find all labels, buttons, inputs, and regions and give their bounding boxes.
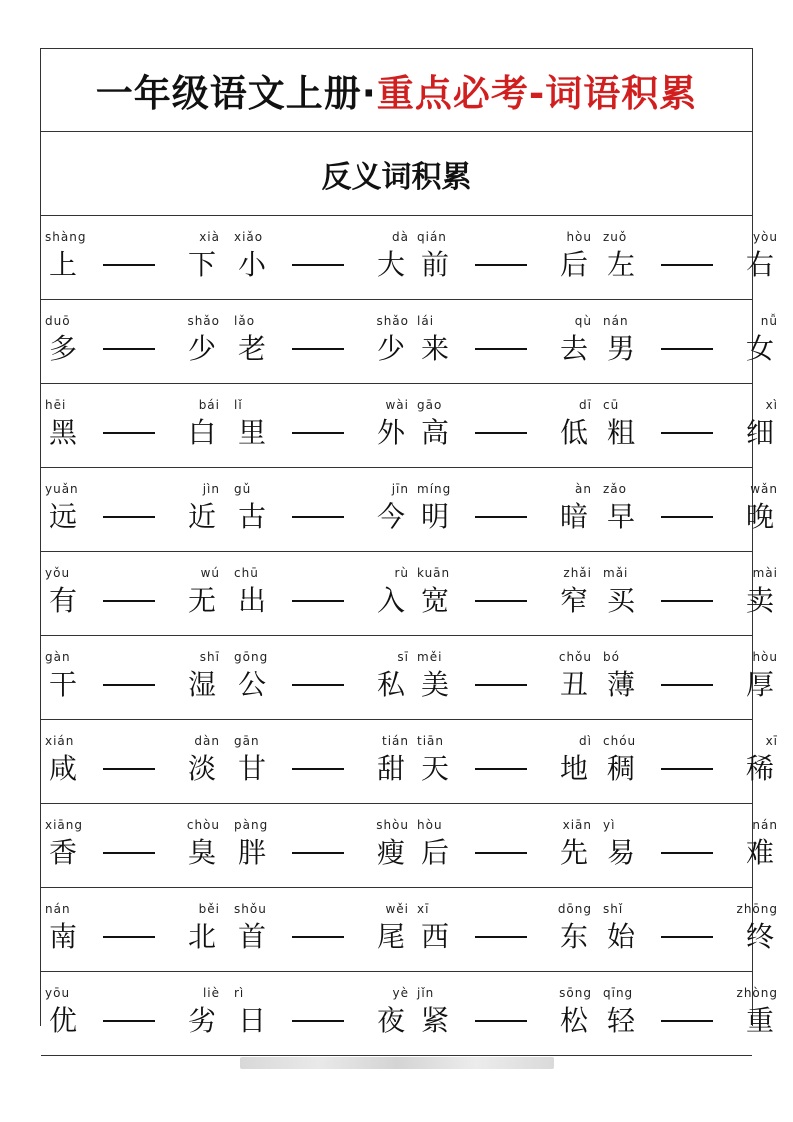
- word-row: [41, 300, 778, 384]
- dash-separator: [292, 936, 344, 938]
- antonym-pair: [234, 384, 409, 468]
- antonym-pair: [45, 384, 220, 468]
- pinyin-right: sōng: [559, 986, 592, 1000]
- antonym-pair: [45, 300, 220, 384]
- antonym-pair: [417, 384, 592, 468]
- character-left: 日: [238, 1004, 267, 1037]
- dash-separator: [292, 1020, 344, 1022]
- character-right: 湿: [187, 668, 216, 701]
- pinyin-left: lǎo: [234, 314, 256, 328]
- dash-separator: [661, 348, 713, 350]
- dash-separator: [103, 1020, 155, 1022]
- character-right: 白: [187, 416, 216, 449]
- character-left: 远: [49, 500, 78, 533]
- antonym-pair: [417, 972, 592, 1056]
- antonym-pair: [234, 972, 409, 1056]
- pinyin-right: zhòng: [736, 986, 778, 1000]
- pinyin-left: pàng: [234, 818, 269, 832]
- character-right: 无: [187, 584, 216, 617]
- pinyin-right: wú: [200, 566, 220, 580]
- character-left: 高: [421, 416, 450, 449]
- pinyin-left: yōu: [45, 986, 71, 1000]
- antonym-pair: [417, 888, 592, 972]
- pinyin-left: bó: [603, 650, 620, 664]
- character-left: 左: [607, 248, 636, 281]
- character-left: 胖: [238, 836, 267, 869]
- character-right: 先: [559, 836, 588, 869]
- dash-separator: [475, 852, 527, 854]
- dash-separator: [292, 516, 344, 518]
- antonym-pair: [417, 216, 592, 300]
- character-left: 美: [421, 668, 450, 701]
- antonym-pair: [45, 972, 220, 1056]
- character-right: 东: [559, 920, 588, 953]
- pinyin-right: hòu: [566, 230, 592, 244]
- character-right: 淡: [187, 752, 216, 785]
- pinyin-right: yè: [392, 986, 409, 1000]
- pinyin-left: xiǎo: [234, 230, 264, 244]
- dash-separator: [475, 432, 527, 434]
- dash-separator: [661, 432, 713, 434]
- character-right: 去: [559, 332, 588, 365]
- character-left: 天: [421, 752, 450, 785]
- character-left: 始: [607, 920, 636, 953]
- character-left: 优: [49, 1004, 78, 1037]
- dash-separator: [475, 516, 527, 518]
- word-row: [41, 804, 778, 888]
- dash-separator: [103, 684, 155, 686]
- character-left: 老: [238, 332, 267, 365]
- character-right: 晚: [745, 500, 774, 533]
- antonym-pair: [603, 636, 778, 720]
- character-left: 男: [607, 332, 636, 365]
- character-right: 今: [376, 500, 405, 533]
- character-right: 厚: [745, 668, 774, 701]
- pinyin-left: měi: [417, 650, 443, 664]
- pinyin-left: shǐ: [603, 902, 624, 916]
- dash-separator: [292, 852, 344, 854]
- character-left: 西: [421, 920, 450, 953]
- dash-separator: [475, 936, 527, 938]
- dash-separator: [475, 1020, 527, 1022]
- antonym-pair: [603, 300, 778, 384]
- character-right: 细: [745, 416, 774, 449]
- pinyin-left: xiāng: [45, 818, 84, 832]
- character-right: 私: [376, 668, 405, 701]
- character-right: 低: [559, 416, 588, 449]
- word-row: [41, 468, 778, 552]
- character-right: 丑: [559, 668, 588, 701]
- dash-separator: [103, 768, 155, 770]
- antonym-pair: [234, 216, 409, 300]
- character-left: 出: [238, 584, 267, 617]
- pinyin-right: dōng: [557, 902, 592, 916]
- antonym-pair: [417, 552, 592, 636]
- word-row: [41, 888, 778, 972]
- word-row: [41, 972, 778, 1056]
- dash-separator: [661, 264, 713, 266]
- pinyin-left: zǎo: [603, 482, 627, 496]
- pinyin-right: chǒu: [558, 650, 592, 664]
- dash-separator: [103, 852, 155, 854]
- dash-separator: [661, 852, 713, 854]
- pinyin-left: gōng: [234, 650, 269, 664]
- character-left: 上: [49, 248, 78, 281]
- antonym-pair: [603, 552, 778, 636]
- pinyin-right: jīn: [391, 482, 409, 496]
- character-right: 下: [187, 248, 216, 281]
- dash-separator: [292, 264, 344, 266]
- pinyin-right: běi: [198, 902, 220, 916]
- pinyin-left: shàng: [45, 230, 87, 244]
- pinyin-left: xián: [45, 734, 75, 748]
- character-left: 香: [49, 836, 78, 869]
- character-left: 古: [238, 500, 267, 533]
- word-row: [41, 384, 778, 468]
- character-right: 后: [559, 248, 588, 281]
- character-left: 前: [421, 248, 450, 281]
- pinyin-left: kuān: [417, 566, 451, 580]
- pinyin-left: hòu: [417, 818, 443, 832]
- dash-separator: [103, 936, 155, 938]
- pinyin-right: dì: [579, 734, 592, 748]
- pinyin-right: wài: [385, 398, 409, 412]
- character-right: 尾: [376, 920, 405, 953]
- dash-separator: [103, 432, 155, 434]
- pinyin-left: chóu: [603, 734, 637, 748]
- dash-separator: [475, 264, 527, 266]
- pinyin-left: shǒu: [234, 902, 267, 916]
- pinyin-right: zhōng: [736, 902, 778, 916]
- dash-separator: [475, 768, 527, 770]
- character-left: 明: [421, 500, 450, 533]
- section-subtitle: 反义词积累: [41, 132, 752, 216]
- dash-separator: [475, 348, 527, 350]
- pinyin-right: tián: [382, 734, 409, 748]
- pinyin-left: xī: [417, 902, 430, 916]
- character-right: 暗: [559, 500, 588, 533]
- antonym-pair: [417, 804, 592, 888]
- character-left: 后: [421, 836, 450, 869]
- character-right: 地: [559, 752, 588, 785]
- character-right: 终: [745, 920, 774, 953]
- pinyin-right: hòu: [752, 650, 778, 664]
- character-right: 窄: [559, 584, 588, 617]
- character-right: 大: [376, 248, 405, 281]
- pinyin-left: chū: [234, 566, 259, 580]
- character-left: 宽: [421, 584, 450, 617]
- dash-separator: [661, 516, 713, 518]
- pinyin-left: cū: [603, 398, 620, 412]
- pinyin-right: jìn: [202, 482, 220, 496]
- pinyin-right: dà: [392, 230, 409, 244]
- pinyin-right: mài: [752, 566, 778, 580]
- pinyin-right: chòu: [186, 818, 220, 832]
- dash-separator: [661, 1020, 713, 1022]
- pinyin-right: dàn: [194, 734, 220, 748]
- character-right: 臭: [187, 836, 216, 869]
- character-left: 轻: [607, 1004, 636, 1037]
- pinyin-right: rù: [394, 566, 409, 580]
- pinyin-right: shǎo: [187, 314, 220, 328]
- antonym-pair: [417, 300, 592, 384]
- pinyin-right: nán: [752, 818, 778, 832]
- antonym-pair: [603, 720, 778, 804]
- page-title: [41, 49, 752, 132]
- pinyin-left: lái: [417, 314, 435, 328]
- word-row: [41, 636, 778, 720]
- pinyin-left: gān: [234, 734, 260, 748]
- title-red-part: 重点必考-词语积累: [376, 72, 698, 115]
- character-left: 公: [238, 668, 267, 701]
- character-right: 难: [745, 836, 774, 869]
- pinyin-left: yǒu: [45, 566, 71, 580]
- character-left: 粗: [607, 416, 636, 449]
- pinyin-right: xiān: [562, 818, 592, 832]
- antonym-pair: [603, 972, 778, 1056]
- pinyin-left: qián: [417, 230, 447, 244]
- character-right: 右: [745, 248, 774, 281]
- character-right: 入: [376, 584, 405, 617]
- dash-separator: [661, 684, 713, 686]
- pinyin-left: nán: [45, 902, 71, 916]
- character-right: 少: [187, 332, 216, 365]
- antonym-pair: [234, 300, 409, 384]
- antonym-pair: [603, 468, 778, 552]
- pinyin-left: zuǒ: [603, 230, 628, 244]
- antonym-pair: [45, 888, 220, 972]
- character-left: 干: [49, 668, 78, 701]
- antonym-pair: [45, 804, 220, 888]
- character-left: 稠: [607, 752, 636, 785]
- pinyin-left: lǐ: [234, 398, 243, 412]
- antonym-pair: [234, 804, 409, 888]
- character-right: 瘦: [376, 836, 405, 869]
- pinyin-left: yì: [603, 818, 616, 832]
- character-left: 小: [238, 248, 267, 281]
- dash-separator: [292, 432, 344, 434]
- character-right: 女: [745, 332, 774, 365]
- dash-separator: [661, 936, 713, 938]
- pinyin-right: xià: [199, 230, 220, 244]
- character-left: 有: [49, 584, 78, 617]
- pinyin-left: gāo: [417, 398, 443, 412]
- antonym-pair: [417, 720, 592, 804]
- dash-separator: [103, 516, 155, 518]
- pinyin-right: yòu: [752, 230, 778, 244]
- character-right: 劣: [187, 1004, 216, 1037]
- antonym-pair: [234, 888, 409, 972]
- character-right: 少: [376, 332, 405, 365]
- character-right: 重: [745, 1004, 774, 1037]
- pinyin-left: mǎi: [603, 566, 629, 580]
- character-left: 薄: [607, 668, 636, 701]
- pinyin-right: dī: [579, 398, 592, 412]
- character-right: 卖: [745, 584, 774, 617]
- character-right: 稀: [745, 752, 774, 785]
- character-right: 近: [187, 500, 216, 533]
- pinyin-right: bái: [198, 398, 220, 412]
- antonym-pair: [603, 384, 778, 468]
- pinyin-right: wǎn: [750, 482, 778, 496]
- dash-separator: [475, 600, 527, 602]
- dash-separator: [103, 600, 155, 602]
- blurred-footer: [240, 1057, 554, 1069]
- character-right: 北: [187, 920, 216, 953]
- dash-separator: [103, 348, 155, 350]
- pinyin-left: nán: [603, 314, 629, 328]
- dash-separator: [292, 348, 344, 350]
- antonym-pair: [603, 216, 778, 300]
- dash-separator: [661, 768, 713, 770]
- antonym-pair: [45, 636, 220, 720]
- character-right: 松: [559, 1004, 588, 1037]
- pinyin-right: shòu: [376, 818, 409, 832]
- pinyin-right: zhǎi: [563, 566, 592, 580]
- antonym-pair: [234, 468, 409, 552]
- pinyin-left: yuǎn: [45, 482, 79, 496]
- character-left: 易: [607, 836, 636, 869]
- character-left: 来: [421, 332, 450, 365]
- antonym-pair: [45, 552, 220, 636]
- character-left: 黑: [49, 416, 78, 449]
- pinyin-right: qù: [574, 314, 592, 328]
- pinyin-right: sī: [397, 650, 409, 664]
- title-black-part: 一年级语文上册·: [95, 72, 377, 115]
- character-left: 紧: [421, 1004, 450, 1037]
- antonym-pair: [234, 552, 409, 636]
- word-row: [41, 720, 778, 804]
- antonym-pair: [234, 636, 409, 720]
- dash-separator: [475, 684, 527, 686]
- dash-separator: [292, 768, 344, 770]
- character-left: 南: [49, 920, 78, 953]
- word-row: [41, 216, 778, 300]
- pinyin-left: tiān: [417, 734, 444, 748]
- pinyin-left: gàn: [45, 650, 71, 664]
- dash-separator: [661, 600, 713, 602]
- pinyin-right: àn: [575, 482, 592, 496]
- pinyin-left: hēi: [45, 398, 67, 412]
- pinyin-right: shī: [199, 650, 220, 664]
- character-left: 甘: [238, 752, 267, 785]
- character-right: 甜: [376, 752, 405, 785]
- character-left: 首: [238, 920, 267, 953]
- pinyin-left: qīng: [603, 986, 634, 1000]
- antonym-pair: [234, 720, 409, 804]
- character-left: 咸: [49, 752, 78, 785]
- pinyin-left: duō: [45, 314, 71, 328]
- dash-separator: [292, 600, 344, 602]
- antonym-pair: [45, 216, 220, 300]
- pinyin-left: jǐn: [417, 986, 435, 1000]
- antonym-table: [41, 216, 778, 1056]
- character-left: 里: [238, 416, 267, 449]
- pinyin-left: rì: [234, 986, 245, 1000]
- antonym-pair: [45, 720, 220, 804]
- pinyin-left: míng: [417, 482, 452, 496]
- worksheet: [40, 48, 778, 1037]
- antonym-pair: [45, 468, 220, 552]
- antonym-pair: [417, 468, 592, 552]
- pinyin-right: xī: [765, 734, 778, 748]
- word-row: [41, 552, 778, 636]
- character-left: 买: [607, 584, 636, 617]
- pinyin-left: gǔ: [234, 482, 252, 496]
- dash-separator: [292, 684, 344, 686]
- character-left: 多: [49, 332, 78, 365]
- character-left: 早: [607, 500, 636, 533]
- pinyin-right: xì: [765, 398, 778, 412]
- character-right: 外: [376, 416, 405, 449]
- character-right: 夜: [376, 1004, 405, 1037]
- pinyin-right: nǚ: [760, 314, 778, 328]
- dash-separator: [103, 264, 155, 266]
- antonym-pair: [603, 804, 778, 888]
- pinyin-right: shǎo: [376, 314, 409, 328]
- pinyin-right: liè: [202, 986, 220, 1000]
- pinyin-right: wěi: [385, 902, 409, 916]
- antonym-pair: [603, 888, 778, 972]
- antonym-pair: [417, 636, 592, 720]
